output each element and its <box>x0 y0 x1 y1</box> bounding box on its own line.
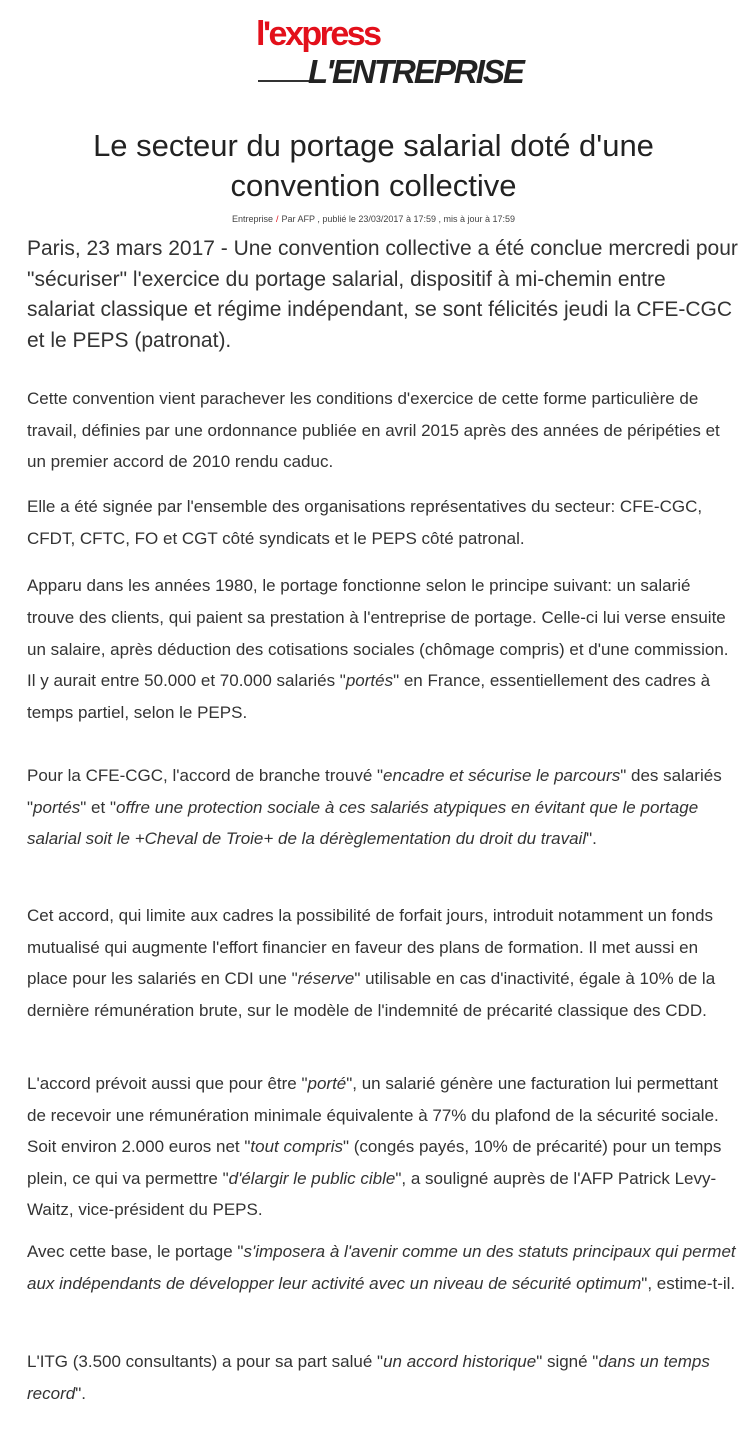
text: Avec cette base, le portage " <box>27 1242 244 1261</box>
paragraph-6 <box>27 1068 739 1226</box>
text: " en France, essentiellement des cadres à temps partiel, selon le PEPS. <box>27 671 711 723</box>
byline: Par AFP , publié le 23/03/2017 à 17:59 , mis à jour à 17:59 <box>281 214 516 224</box>
paragraph-1: Cette convention vient parachever les conditions d'exercice de cette forme particulière de travail, définies par une ordonnance publiée en avril 2015 après des années de péripéties et un premier accord de 2010 rendu caduc. <box>27 389 720 471</box>
quote: tout compris <box>250 1137 343 1156</box>
paragraph-8 <box>27 1346 739 1409</box>
text: " et " <box>80 797 116 817</box>
text: " utilisable en cas d'inactivité, égale à 10% de la dernière rémunération brute, sur le modèle de l'indemnité de précarité classique des CDD. <box>27 969 716 1020</box>
text: " (congés payés, 10% de précarité) pour un temps plein, ce qui va permettre " <box>27 1137 722 1188</box>
text: L'accord prévoit aussi que pour être " <box>27 1074 308 1093</box>
text: ", a souligné auprès de l'AFP Patrick Levy-Waitz, vice-président du PEPS. <box>27 1168 717 1219</box>
text: ", un salarié génère une facturation lui permettant de recevoir une rémunération minimale équivalente à 77% du plafond de la sécurité sociale. Soit environ 2.000 euros net " <box>27 1074 719 1156</box>
paragraph-5 <box>27 900 742 1026</box>
quote: porté <box>307 1074 347 1093</box>
quote: portés <box>345 671 394 691</box>
text: L'ITG (3.500 consultants) a pour sa part salué " <box>27 1352 384 1371</box>
quote: portés <box>33 797 81 817</box>
paragraph-4 <box>27 760 742 855</box>
logo-lentreprise: L'ENTREPRISE <box>308 53 523 90</box>
text: Cet accord, qui limite aux cadres la possibilité de forfait jours, introduit notamment un fonds mutualisé qui augmente l'effort financier en faveur des plans de formation. Il met aussi en place pour les salariés en CDI une " <box>27 906 714 988</box>
logo-lexpress: l'express <box>256 15 380 53</box>
logo-rule <box>258 80 314 82</box>
quote: d'élargir le public cible <box>228 1168 396 1188</box>
quote: réserve <box>297 969 355 988</box>
article-title: Le secteur du portage salarial doté d'une convention collective <box>93 128 654 203</box>
text: ", estime-t-il. <box>641 1273 736 1293</box>
article-meta <box>0 212 747 226</box>
paragraph-3 <box>27 570 739 729</box>
text: " des salariés " <box>27 766 722 817</box>
text: ". <box>75 1383 86 1403</box>
quote: dans un temps record <box>27 1352 710 1403</box>
article-lead: Paris, 23 mars 2017 - Une convention collective a été conclue mercredi pour "sécuriser" l'exercice du portage salarial, dispositif à mi-chemin entre salariat classique et régime indépendant, se sont félicités jeudi la CFE-CGC et le PEPS (patronat). <box>27 237 738 352</box>
text: Apparu dans les années 1980, le portage fonctionne selon le principe suivant: un salarié trouve des clients, qui paient sa prestation à l'entreprise de portage. Celle-ci lui verse ensuite un salaire, après déduction des cotisations sociales (chômage compris) et d'une commission. Il y aurait entre 50.000 et 70.000 salariés " <box>27 576 729 691</box>
text: ". <box>586 829 597 848</box>
text: " signé " <box>536 1352 599 1371</box>
site-logo[interactable] <box>0 0 747 110</box>
quote: s'imposera à l'avenir comme un des statuts principaux qui permet aux indépendants de développer leur activité avec un niveau de sécurité optimum <box>27 1242 736 1293</box>
quote: encadre et sécurise le parcours <box>383 766 621 785</box>
quote: un accord historique <box>383 1352 537 1371</box>
text: Pour la CFE-CGC, l'accord de branche trouvé " <box>27 766 384 785</box>
paragraph-7 <box>27 1236 739 1299</box>
quote: offre une protection sociale à ces salariés atypiques en évitant que le portage salarial soit le +Cheval de Troie+ de la dérèglementation du droit du travail <box>27 797 699 848</box>
meta-separator: / <box>276 214 279 224</box>
section-link[interactable]: Entreprise <box>231 214 273 224</box>
paragraph-2: Elle a été signée par l'ensemble des organisations représentatives du secteur: CFE-CGC, CFDT, CFTC, FO et CGT côté syndicats et le PEPS côté patronal. <box>27 497 703 548</box>
